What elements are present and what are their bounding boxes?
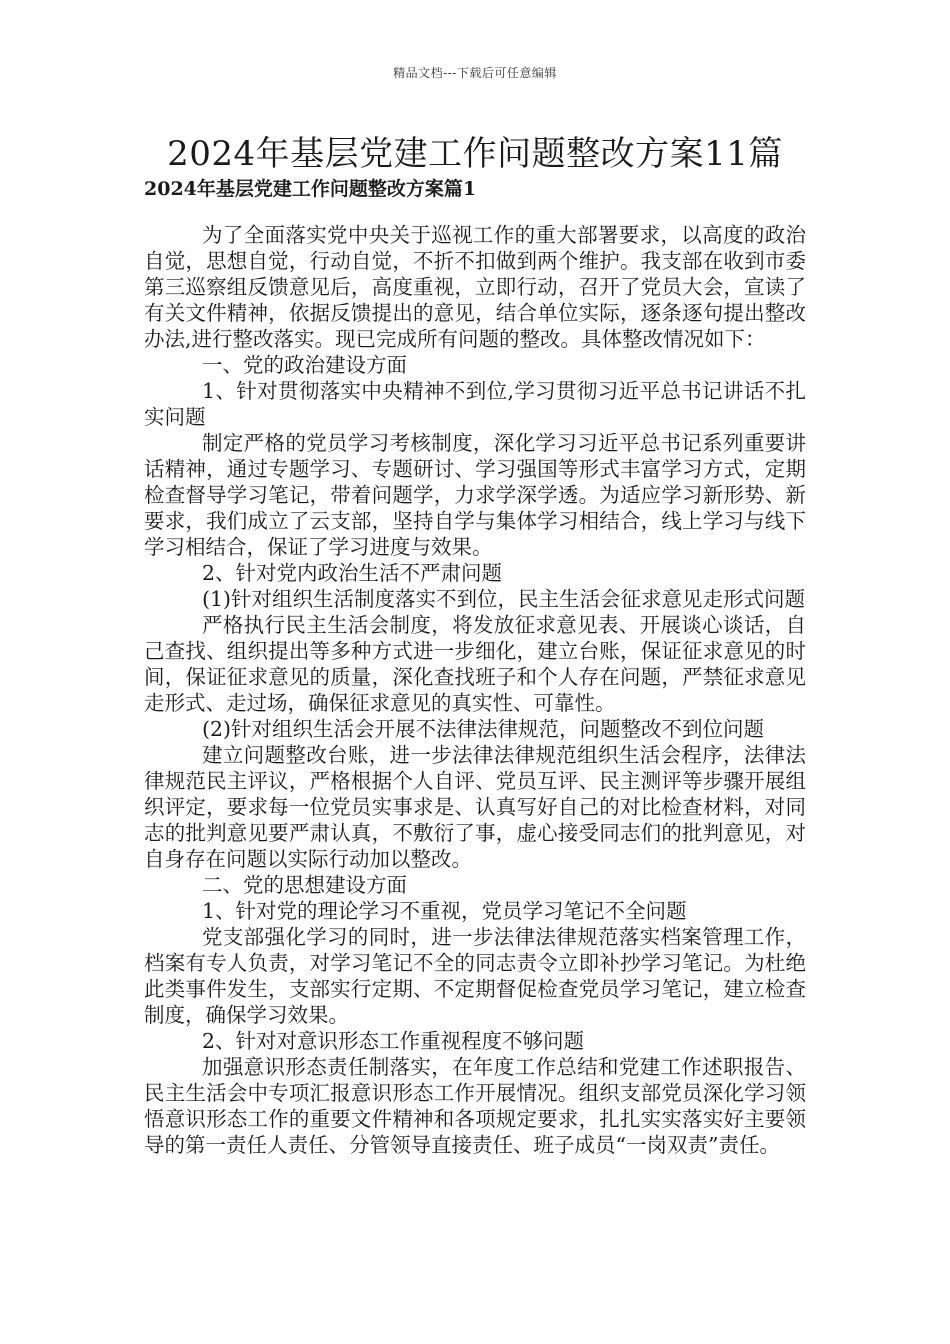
item-heading: 1、针对党的理论学习不重视，党员学习笔记不全问题 [202, 899, 687, 923]
item-heading: 2、针对党内政治生活不严肃问题 [202, 561, 503, 585]
subitem-heading: (1)针对组织生活制度落实不到位，民主生活会征求意见走形式问题 [202, 587, 806, 611]
page-header: 精品文档---下载后可任意编辑 [393, 66, 557, 80]
intro-paragraph: 为了全面落实党中央关于巡视工作的重大部署要求，以高度的政治自觉，思想自觉，行动自觉，不折不扣做到两个维护。我支部在收到市委第三巡察组反馈意见后，高度重视，立即行动，召开了党员大会，宣读了有关文件精神，依据反馈提出的意见，结合单位实际，逐条逐句提出整改办法,进行整改落实。现已完成所有问题的整改。具体整改情况如下： [144, 223, 806, 351]
body-paragraph: 严格执行民主生活会制度，将发放征求意见表、开展谈心谈话，自己查找、组织提出等多种方式进一步细化，建立台账，保证征求意见的时间，保证征求意见的质量，深化查找班子和个人存在问题，严禁征求意见走形式、走过场，确保征求意见的真实性、可靠性。 [144, 613, 806, 715]
body-paragraph: 建立问题整改台账，进一步法律法律规范组织生活会程序，法律法律规范民主评议，严格根据个人自评、党员互评、民主测评等步骤开展组织评定，要求每一位党员实事求是、认真写好自己的对比检查材料，对同志的批判意见要严肃认真，不敷衍了事，虚心接受同志们的批判意见，对自身存在问题以实际行动加以整改。 [144, 743, 806, 871]
item-heading: 2、针对对意识形态工作重视程度不够问题 [202, 1029, 585, 1053]
item-heading: 1、针对贯彻落实中央精神不到位,学习贯彻习近平总书记讲话不扎实问题 [144, 379, 806, 429]
section-heading: 一、党的政治建设方面 [202, 353, 407, 377]
body-paragraph: 制定严格的党员学习考核制度，深化学习习近平总书记系列重要讲话精神，通过专题学习、专题研讨、学习强国等形式丰富学习方式，定期检查督导学习笔记，带着问题学，力求学深学透。为适应学习新形势、新要求，我们成立了云支部，坚持自学与集体学习相结合，线上学习与线下学习相结合，保证了学习进度与效果。 [144, 431, 806, 559]
document-body [144, 222, 806, 1158]
subitem-heading: (2)针对组织生活会开展不法律法律规范，问题整改不到位问题 [202, 717, 765, 741]
section-heading: 二、党的思想建设方面 [202, 873, 407, 897]
body-paragraph: 加强意识形态责任制落实，在年度工作总结和党建工作述职报告、民主生活会中专项汇报意识形态工作开展情况。组织支部党员深化学习领悟意识形态工作的重要文件精神和各项规定要求，扎扎实实落实好主要领导的第一责任人责任、分管领导直接责任、班子成员“一岗双责”责任。 [144, 1055, 806, 1157]
body-paragraph: 党支部强化学习的同时，进一步法律法律规范落实档案管理工作，档案有专人负责，对学习笔记不全的同志责令立即补抄学习笔记。为杜绝此类事件发生，支部实行定期、不定期督促检查党员学习笔记，建立检查制度，确保学习效果。 [144, 925, 806, 1027]
section-subtitle: 2024年基层党建工作问题整改方案篇1 [144, 178, 477, 200]
document-title: 2024年基层党建工作问题整改方案11篇 [167, 134, 783, 174]
